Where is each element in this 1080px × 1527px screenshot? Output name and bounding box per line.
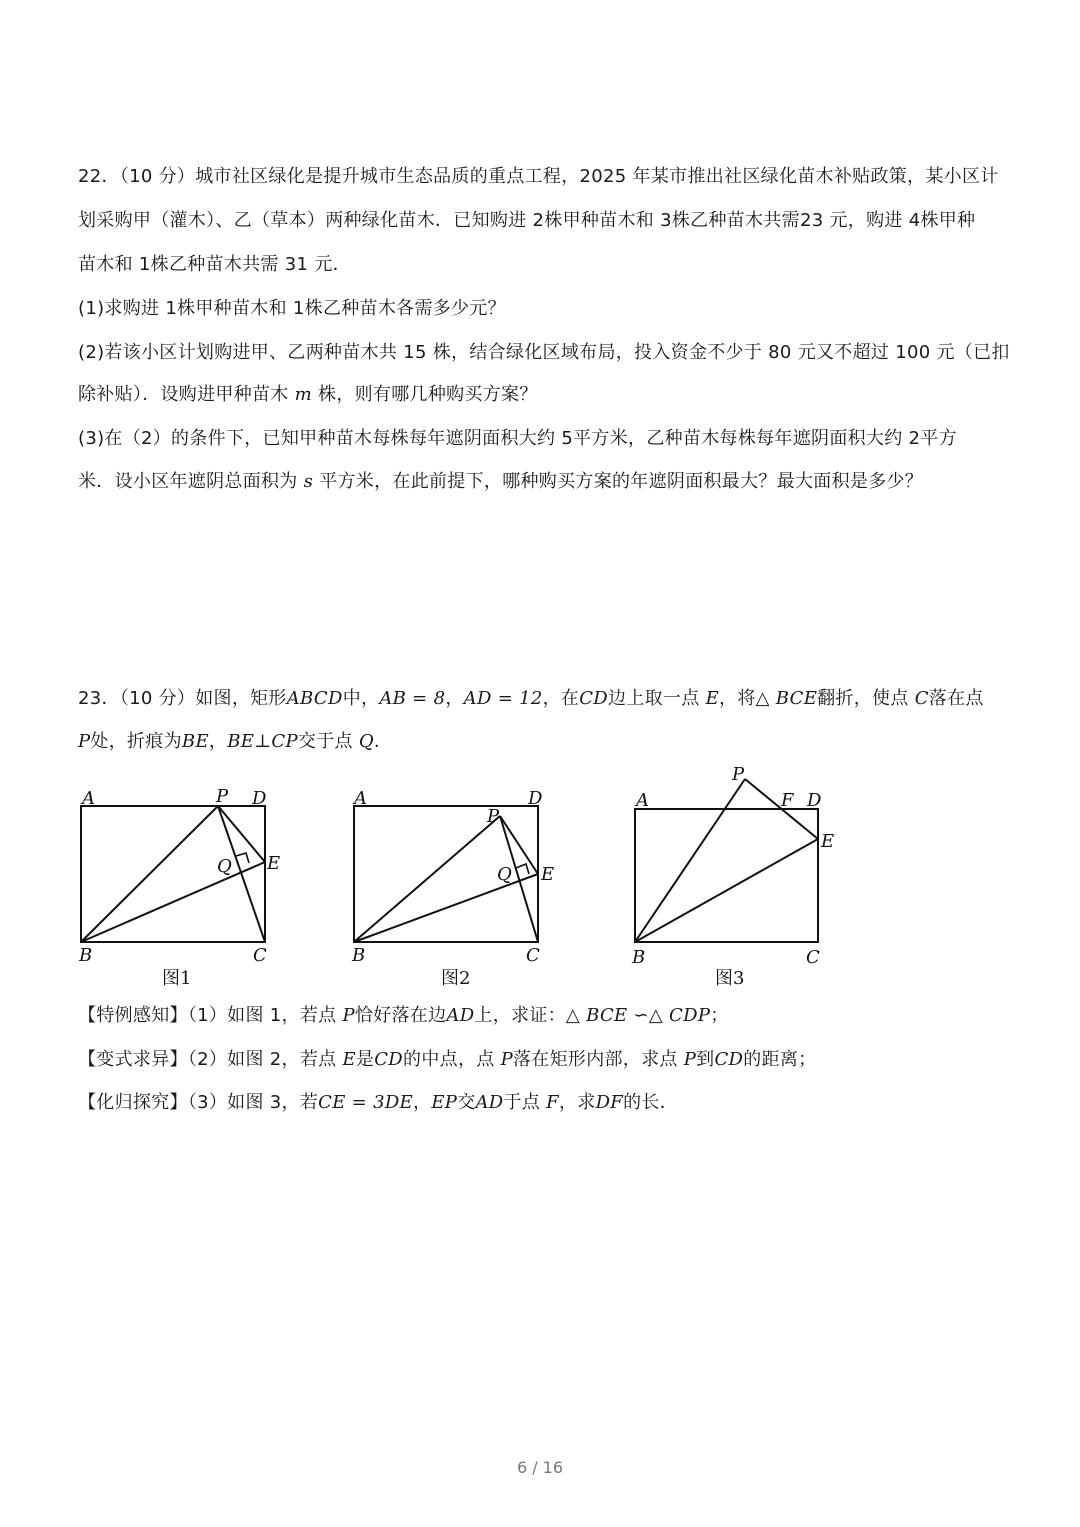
fig2-label-A: A <box>354 788 367 809</box>
q23-line-2 <box>78 729 380 755</box>
q22-sub-3a: (3)在（2）的条件下，已知甲种苗木每株每年遮阴面积大约 5平方米，乙种苗木每株每年遮阴面积大约 2平方 <box>78 428 957 449</box>
fig1-label-D: D <box>252 788 267 809</box>
text-run: （1）如图 1，若点 <box>187 1005 343 1026</box>
fig3-segment-BP <box>635 779 745 942</box>
fig3-label-D: D <box>807 790 822 811</box>
q22-line-1: 22．（10 分）城市社区绿化是提升城市生态品质的重点工程，2025 年某市推出社区绿化苗木补贴政策，某小区计 <box>78 166 999 187</box>
fig1-caption: 图1 <box>162 968 192 989</box>
text-run: 交于点 <box>297 731 359 752</box>
fig1-segment-BP <box>81 806 218 942</box>
q23-line-1 <box>78 686 984 712</box>
math-CD: CD <box>714 1049 744 1070</box>
fig3-segment-BE <box>635 839 818 942</box>
text-run: 落在矩形内部，求点 <box>513 1049 684 1070</box>
math-Q: Q <box>358 731 374 752</box>
text-run: 23．（10 分）如图，矩形 <box>78 688 287 709</box>
fig3-label-C: C <box>806 947 820 968</box>
math-P: P <box>683 1049 697 1070</box>
text-run: 除补贴）．设购进甲种苗木 <box>78 384 295 405</box>
fig3-label-P: P <box>732 764 745 785</box>
text-run: 恰好落在边 <box>354 1005 447 1026</box>
fig2-label-D: D <box>528 788 543 809</box>
fig1-label-A: A <box>82 788 95 809</box>
fig2-label-B: B <box>352 945 366 966</box>
text-run: 平方米，在此前提下，哪种购买方案的年遮阴面积最大？最大面积是多少？ <box>313 471 924 492</box>
fig3-caption: 图3 <box>715 968 745 989</box>
q22-sub-2a: (2)若该小区计划购进甲、乙两种苗木共 15 株，结合绿化区域布局，投入资金不少于 80 元又不超过 100 元（已扣 <box>78 342 1010 363</box>
fig1-label-Q: Q <box>217 856 232 877</box>
text-run: 中， <box>342 688 380 709</box>
text-run: （3）如图 3，若 <box>187 1092 319 1113</box>
math-AD: AD <box>475 1092 504 1113</box>
math-BCE: BCE <box>775 688 818 709</box>
fig3-label-E: E <box>821 831 835 852</box>
math-DF: DF <box>595 1092 624 1113</box>
math-F: F <box>546 1092 559 1113</box>
fig1-segment-BE <box>81 862 265 942</box>
math-P: P <box>500 1049 513 1070</box>
math-AB-eq: AB = 8 <box>379 688 446 709</box>
math-ABCD: ABCD <box>286 688 343 709</box>
text-run: ； <box>710 1005 729 1026</box>
figure-1-shapes <box>81 806 265 942</box>
math-CD: CD <box>579 688 609 709</box>
fig3-label-B: B <box>632 947 646 968</box>
text-run: 的中点，点 <box>403 1049 501 1070</box>
text-run: ， <box>445 688 464 709</box>
geometry-figures <box>70 758 870 998</box>
text-run: 的距离； <box>743 1049 817 1070</box>
text-run: 到 <box>696 1049 715 1070</box>
fig2-label-P: P <box>487 806 500 827</box>
math-BE-perp-CP: BE⊥CP <box>227 731 298 752</box>
part-2 <box>78 1047 816 1073</box>
math-BE: BE <box>181 731 209 752</box>
part-1-tag: 【特例感知】 <box>78 1005 188 1026</box>
text-run: 翻折，使点 <box>817 688 915 709</box>
math-AD-eq: AD = 12 <box>463 688 543 709</box>
part-3-tag: 【化归探究】 <box>78 1092 188 1113</box>
text-run: 上，求证：△ <box>474 1005 587 1026</box>
fig2-label-Q: Q <box>497 864 512 885</box>
part-3 <box>78 1090 678 1116</box>
fig2-label-C: C <box>526 945 540 966</box>
text-run: 株，则有哪几种购买方案？ <box>312 384 538 405</box>
q22-sub-3b <box>78 469 923 495</box>
text-run: 是 <box>355 1049 375 1070</box>
math-C: C <box>914 688 929 709</box>
text-run: 的长． <box>623 1092 678 1113</box>
math-P: P <box>342 1005 355 1026</box>
q22-line-2: 划采购甲（灌木）、乙（草本）两种绿化苗木．已知购进 2株甲种苗木和 3株乙种苗木共需23 元，购进 4株甲种 <box>78 210 976 231</box>
text-run: 落在点 <box>928 688 984 709</box>
text-run: ， <box>208 731 228 752</box>
q22-line-3: 苗木和 1株乙种苗木共需 31 元． <box>78 254 351 275</box>
fig2-segment-BP <box>354 816 500 942</box>
text-run: 交 <box>457 1092 476 1113</box>
math-E: E <box>705 688 720 709</box>
math-AD: AD <box>446 1005 475 1026</box>
math-P: P <box>78 731 91 752</box>
text-run: ∽△ <box>627 1005 670 1026</box>
fig3-rectangle <box>635 809 818 942</box>
fig3-label-A: A <box>636 790 649 811</box>
math-CD: CD <box>374 1049 404 1070</box>
var-s: s <box>303 471 314 492</box>
q22-sub-1: (1)求购进 1株甲种苗木和 1株乙种苗木各需多少元？ <box>78 298 506 319</box>
text-run: ，将△ <box>719 688 776 709</box>
text-run: ，求 <box>558 1092 596 1113</box>
fig1-label-P: P <box>216 786 229 807</box>
page-number: 6 / 16 <box>516 1458 564 1477</box>
math-EP: EP <box>431 1092 458 1113</box>
text-run: 于点 <box>503 1092 547 1113</box>
text-run: ， <box>413 1092 432 1113</box>
fig1-label-C: C <box>253 945 267 966</box>
math-CDP: CDP <box>669 1005 711 1026</box>
text-run: . <box>373 731 380 752</box>
fig3-label-F: F <box>781 790 794 811</box>
fig1-label-B: B <box>79 945 93 966</box>
q22-sub-2b <box>78 382 538 408</box>
text-run: 边上取一点 <box>608 688 706 709</box>
fig2-label-E: E <box>541 864 555 885</box>
text-run: 处，折痕为 <box>90 731 182 752</box>
math-BCE: BCE <box>586 1005 628 1026</box>
math-CE-eq-3DE: CE = 3DE <box>318 1092 414 1113</box>
part-2-tag: 【变式求异】 <box>78 1049 188 1070</box>
text-run: 米．设小区年遮阴总面积为 <box>78 471 304 492</box>
fig1-label-E: E <box>267 853 281 874</box>
fig2-caption: 图2 <box>441 968 471 989</box>
var-m: m <box>294 384 312 405</box>
part-1 <box>78 1003 729 1029</box>
text-run: ，在 <box>542 688 580 709</box>
text-run: （2）如图 2，若点 <box>187 1049 343 1070</box>
math-E: E <box>342 1049 356 1070</box>
